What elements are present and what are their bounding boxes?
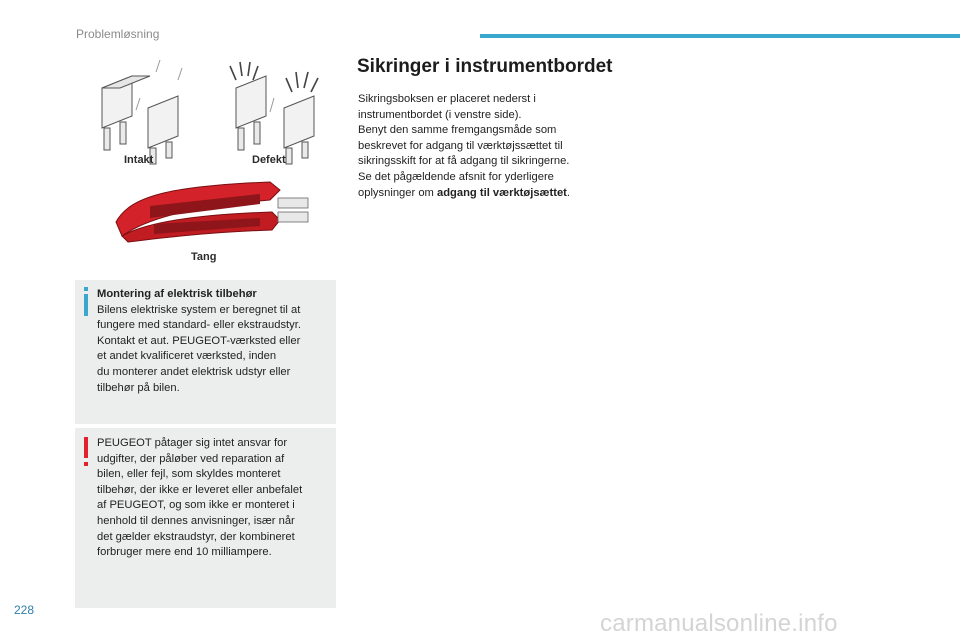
body-line: beskrevet for adgang til værktøjssættet til (358, 139, 563, 152)
info-box-text (97, 287, 329, 396)
info-icon (82, 287, 90, 317)
fuse-puller-illustration (110, 176, 320, 246)
warning-line: tilbehør, der ikke er leveret eller anbefalet (97, 483, 303, 496)
warning-line: PEUGEOT påtager sig intet ansvar for (97, 437, 288, 449)
warning-line: henhold til dennes anvisninger, især når (97, 514, 295, 527)
body-line: sikringsskift for at få adgang til sikringerne. (358, 155, 570, 168)
body-link-bold: adgang til værktøjsættet (436, 186, 567, 199)
body-line: instrumentbordet (i venstre side). (358, 108, 522, 121)
warning-line: af PEUGEOT, og som ikke er monteret i (97, 499, 295, 512)
body-line: Sikringsboksen er placeret nederst i (358, 93, 536, 105)
body-text-suffix: . (566, 186, 571, 199)
warning-line: forbruger mere end 10 milliampere. (97, 546, 272, 559)
info-line: du monterer andet elektrisk udstyr eller (97, 365, 291, 378)
header-accent-bar (480, 34, 960, 38)
info-line: Kontakt et aut. PEUGEOT-værksted eller (97, 334, 301, 347)
caption-tang: Tang (191, 251, 217, 263)
info-line: Bilens elektriske system er beregnet til at (97, 303, 301, 316)
watermark: carmanualsonline.info (600, 610, 838, 637)
fuse-illustration (90, 58, 340, 168)
section-title: Sikringer i instrumentbordet (357, 56, 613, 77)
info-box (75, 280, 336, 424)
info-line: et andet kvalificeret værksted, inden (97, 350, 277, 363)
section-header: Problemløsning (76, 27, 160, 41)
warning-line: udgifter, der påløber ved reparation af (97, 452, 285, 465)
warning-box-text (97, 436, 329, 561)
warning-box (75, 428, 336, 608)
info-line: fungere med standard- eller ekstraudstyr. (97, 319, 301, 332)
body-line-last (358, 186, 608, 202)
warning-icon (82, 437, 90, 467)
warning-line: det gælder ekstraudstyr, der kombineret (97, 530, 295, 543)
info-line: tilbehør på bilen. (97, 381, 180, 394)
warning-line: bilen, eller fejl, som skyldes monteret (97, 468, 281, 481)
page-number: 228 (14, 603, 35, 617)
body-line: Se det pågældende afsnit for yderligere (358, 170, 554, 183)
body-line: Benyt den samme fremgangsmåde som (358, 124, 557, 137)
caption-defekt: Defekt (252, 154, 286, 166)
info-box-title: Montering af elektrisk tilbehør (97, 288, 257, 300)
caption-intakt: Intakt (124, 154, 154, 166)
section-body (358, 92, 608, 201)
body-text-prefix: oplysninger om (358, 186, 437, 199)
